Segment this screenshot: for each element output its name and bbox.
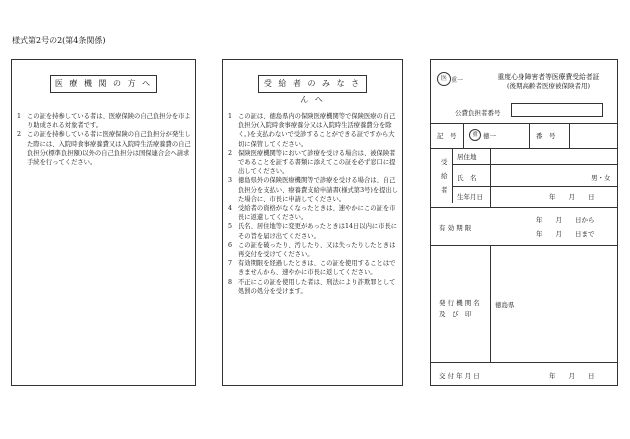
sex-field: 男・女 (591, 174, 611, 182)
list-item: 4 受給者の資格がなくなったときは、速やかにこの証を市長に返還してください。 (228, 205, 396, 222)
list-item: 3 徳島県外の保険医療機関等で診療を受ける場合は、自己負担分を支払い、療養費支給申請書(様式第3号)を提出した場合に、市長に申請してください。 (228, 177, 399, 203)
list-item: 8 不正にこの証を使用した者は、刑法により詐欺罪として処罰の処分を受けます。 (228, 278, 396, 295)
name-label: 氏 名 (457, 174, 477, 182)
list-item: 5 氏名、居住地等に変更があったときは14日以内に市長にその旨を届け出てください。 (228, 223, 398, 240)
issuer-label-2: 及 び 印 (439, 310, 472, 318)
validity-label: 有 効 期 限 (439, 224, 472, 232)
valid-to: 年 月 日まで (536, 230, 595, 238)
recipients-panel (222, 59, 403, 386)
kigo-value: 徳一 (483, 132, 496, 140)
kigo-label: 記 号 (437, 132, 457, 140)
instructions-list (17, 112, 193, 167)
certificate-card (430, 59, 618, 386)
list-item: 2 保険医療機関等において診療を受ける場合は、被保険者であることを証する書類に添えてこの証を必ず窓口に提出してください。 (228, 149, 396, 176)
kigo-mark: 重 (469, 129, 481, 141)
list-item: 6 この証を破ったり、汚したり、又は失ったりしたときは再交付を受けてください。 (228, 241, 396, 259)
issuer-value: 徳島県 (495, 301, 515, 309)
list-item: 1 この証を持参している者は、医療保険の自己負担分を市より助成される対象者です。 (17, 113, 191, 130)
list-item: 7 有効期限を経過したときは、この証を使用することはできませんから、速やかに市長に返してください。 (228, 260, 396, 277)
valid-from: 年 月 日から (536, 216, 595, 224)
list-item: 2 この証を持参している者に医療保険の自己負担分が発生した際には、入院時食事療養費又は入院時生活療養費の自己負担分(標準負担額)以外の自己負担分は国保連合会へ請求手続を行ってください。 (17, 131, 191, 167)
birthdate-label: 生年月日 (457, 193, 483, 201)
form-label: 様式第2号の2(第4条関係) (12, 36, 106, 45)
birthdate-value: 年 月 日 (549, 193, 595, 201)
instructions-list (228, 112, 400, 296)
card-title: 重度心身障害者等医療費受給者証 (497, 73, 600, 81)
payer-number-field (511, 103, 603, 117)
payer-number-label: 公費負担者番号 (455, 109, 501, 117)
category-mark: 重一 (451, 77, 464, 84)
issued-date-label: 交 付 年 月 日 (439, 372, 480, 380)
card-subtitle: (後期高齢者医療被保険者用) (506, 82, 591, 90)
address-label: 居住地 (457, 153, 477, 161)
recipient-label: 受給者 (441, 158, 448, 194)
panel-title: 医 療 機 関 の 方 へ (50, 75, 157, 93)
medical-institution-panel (11, 59, 196, 386)
list-item: 1 この証は、徳島県内の保険医療機関等で保険医療の自己負担分(入院時食事療養分又は入院時生活療養費分を除く。)を支払わないで受診することができる証ですから大切に保管してください。 (228, 113, 396, 148)
issued-date-value: 年 月 日 (549, 372, 595, 380)
circle-mark: 医 (437, 72, 451, 86)
issuer-label: 発 行 機 関 名 (439, 299, 480, 307)
panel-title: 受 給 者 の み な さ ん へ (258, 75, 367, 93)
bango-label: 番 号 (536, 132, 556, 140)
